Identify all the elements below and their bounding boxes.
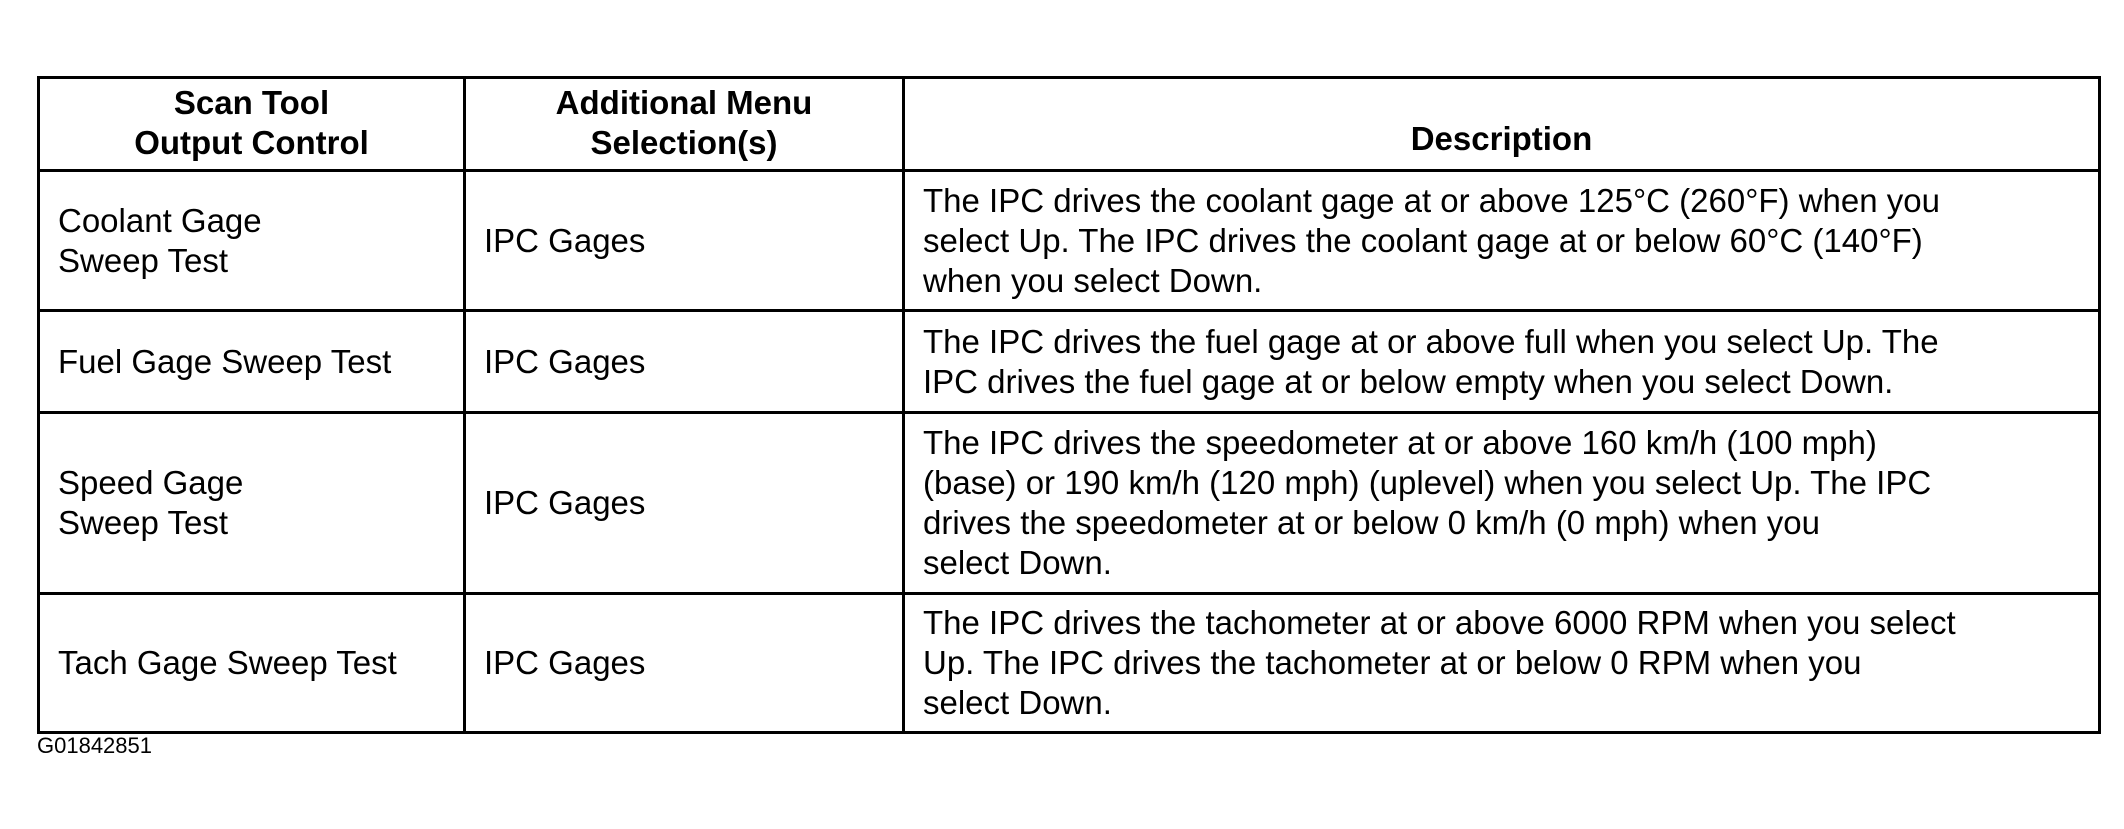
output-control-table: [37, 76, 2101, 734]
cell-menu-selection: IPC Gages: [465, 311, 904, 413]
cell-description: The IPC drives the tachometer at or above 6000 RPM when you select Up. The IPC drives the tachometer at or below 0 RPM when you select Down.: [904, 594, 2100, 733]
cell-output-control: Tach Gage Sweep Test: [39, 594, 465, 733]
cell-output-control: Speed Gage Sweep Test: [39, 413, 465, 594]
header-additional-menu-selections: Additional Menu Selection(s): [465, 78, 904, 171]
table-row: [39, 413, 2100, 594]
cell-output-control: Fuel Gage Sweep Test: [39, 311, 465, 413]
table-header-row: [39, 78, 2100, 171]
header-scan-tool-output-control: Scan Tool Output Control: [39, 78, 465, 171]
cell-menu-selection: IPC Gages: [465, 171, 904, 311]
figure-code: G01842851: [37, 733, 152, 758]
cell-description: The IPC drives the coolant gage at or above 125°C (260°F) when you select Up. The IPC drives the coolant gage at or below 60°C (140°F) when you select Down.: [904, 171, 2100, 311]
cell-menu-selection: IPC Gages: [465, 413, 904, 594]
header-description: Description: [904, 78, 2100, 171]
table-row: [39, 171, 2100, 311]
cell-description: The IPC drives the fuel gage at or above full when you select Up. The IPC drives the fuel gage at or below empty when you select Down.: [904, 311, 2100, 413]
cell-menu-selection: IPC Gages: [465, 594, 904, 733]
table-row: [39, 311, 2100, 413]
cell-output-control: Coolant Gage Sweep Test: [39, 171, 465, 311]
cell-description: The IPC drives the speedometer at or above 160 km/h (100 mph) (base) or 190 km/h (120 mph) (uplevel) when you select Up. The IPC drives the speedometer at or below 0 km/h (0 mph) when you select Down.: [904, 413, 2100, 594]
table-row: [39, 594, 2100, 733]
